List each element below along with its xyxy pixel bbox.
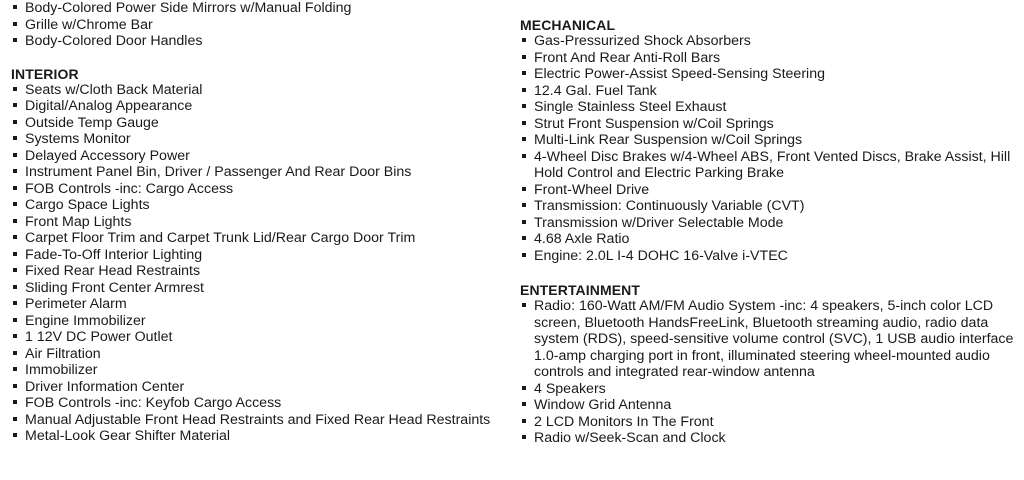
- list-item: [11, 17, 501, 34]
- list-item: [520, 99, 1020, 116]
- bullet-icon: [522, 236, 526, 240]
- bullet-icon: [13, 252, 17, 256]
- interior-heading: INTERIOR: [11, 65, 79, 82]
- list-item: [11, 280, 501, 297]
- list-item: [520, 430, 1020, 447]
- list-item: [520, 149, 1020, 182]
- list-item-text: Immobilizer: [25, 362, 98, 378]
- list-item-text: Cargo Space Lights: [25, 197, 150, 213]
- bullet-icon: [13, 87, 17, 91]
- bullet-icon: [522, 187, 526, 191]
- list-item: [11, 181, 501, 198]
- list-item: [11, 82, 501, 99]
- list-item-text: Strut Front Suspension w/Coil Springs: [534, 115, 774, 132]
- list-item: [11, 362, 501, 379]
- bullet-icon: [13, 5, 17, 9]
- list-item: [11, 428, 501, 445]
- list-item: [11, 296, 501, 313]
- list-item-text: Perimeter Alarm: [25, 296, 127, 312]
- bullet-icon: [13, 22, 17, 26]
- bullet-icon: [13, 169, 17, 173]
- list-item: [11, 115, 501, 132]
- list-item-text: Driver Information Center: [25, 378, 185, 395]
- list-item-text: Metal-Look Gear Shifter Material: [25, 428, 231, 444]
- list-item: [11, 98, 501, 115]
- list-item: [11, 395, 501, 412]
- bullet-icon: [13, 235, 17, 239]
- entertainment-heading: ENTERTAINMENT: [520, 282, 641, 298]
- list-item-text: Front Map Lights: [25, 213, 132, 230]
- list-item-text: Air Filtration: [25, 345, 101, 362]
- bullet-icon: [13, 417, 17, 421]
- list-item: [520, 298, 1020, 381]
- list-item-text: Delayed Accessory Power: [25, 147, 190, 164]
- bullet-icon: [13, 120, 17, 124]
- list-item-text: FOB Controls -inc: Cargo Access: [25, 180, 234, 197]
- list-item: [11, 329, 501, 346]
- bullet-icon: [522, 88, 526, 92]
- bullet-icon: [13, 219, 17, 223]
- list-item: [11, 412, 501, 429]
- list-item: [11, 0, 501, 17]
- list-item-text: 4 Speakers: [534, 380, 606, 397]
- bullet-icon: [522, 38, 526, 42]
- bullet-icon: [13, 384, 17, 388]
- list-item-text: Window Grid Antenna: [534, 397, 672, 413]
- bullet-icon: [522, 386, 526, 390]
- list-item: [520, 33, 1020, 50]
- bullet-icon: [13, 136, 17, 140]
- list-item-text: Transmission w/Driver Selectable Mode: [534, 214, 784, 231]
- list-item: [11, 313, 501, 330]
- list-item-text: Fade-To-Off Interior Lighting: [25, 246, 203, 263]
- mechanical-heading: MECHANICAL: [520, 17, 616, 33]
- bullet-icon: [522, 220, 526, 224]
- bullet-icon: [522, 303, 526, 307]
- list-item-text: Grille w/Chrome Bar: [25, 16, 153, 33]
- list-item-text: Sliding Front Center Armrest: [25, 279, 204, 296]
- list-item-text: Multi-Link Rear Suspension w/Coil Springs: [534, 132, 803, 148]
- list-item: [11, 197, 501, 214]
- bullet-icon: [13, 318, 17, 322]
- list-item: [520, 248, 1020, 265]
- entertainment-list: [520, 298, 1020, 447]
- list-item: [520, 50, 1020, 67]
- list-item-text: Engine Immobilizer: [25, 312, 146, 329]
- list-item: [520, 231, 1020, 248]
- bullet-icon: [13, 202, 17, 206]
- bullet-icon: [522, 71, 526, 75]
- list-item: [520, 116, 1020, 133]
- list-item: [11, 131, 501, 148]
- list-item-text: Gas-Pressurized Shock Absorbers: [534, 33, 751, 49]
- list-item-text: Body-Colored Door Handles: [25, 33, 203, 49]
- exterior-tail-list: [11, 0, 501, 50]
- bullet-icon: [13, 103, 17, 107]
- list-item: [520, 397, 1020, 414]
- bullet-icon: [13, 38, 17, 42]
- list-item-text: FOB Controls -inc: Keyfob Cargo Access: [25, 395, 282, 411]
- list-item: [11, 33, 501, 50]
- bullet-icon: [13, 367, 17, 371]
- bullet-icon: [522, 419, 526, 423]
- list-item-text: Systems Monitor: [25, 131, 131, 147]
- list-item-text: Instrument Panel Bin, Driver / Passenger And Rear Door Bins: [25, 164, 412, 180]
- list-item: [520, 182, 1020, 199]
- list-item: [11, 214, 501, 231]
- bullet-icon: [13, 334, 17, 338]
- list-item-text: Single Stainless Steel Exhaust: [534, 99, 727, 115]
- bullet-icon: [522, 154, 526, 158]
- list-item: [520, 198, 1020, 215]
- bullet-icon: [522, 435, 526, 439]
- bullet-icon: [13, 153, 17, 157]
- left-column: [11, 0, 501, 445]
- list-item: [520, 215, 1020, 232]
- list-item-text: Digital/Analog Appearance: [25, 98, 193, 114]
- list-item-text: 1 12V DC Power Outlet: [25, 329, 173, 345]
- bullet-icon: [522, 121, 526, 125]
- list-item-text: 4-Wheel Disc Brakes w/4-Wheel ABS, Front Vented Discs, Brake Assist, Hill Hold Control and Electric Parking Brake: [534, 148, 1011, 181]
- list-item-text: 12.4 Gal. Fuel Tank: [534, 82, 657, 99]
- list-item-text: Body-Colored Power Side Mirrors w/Manual Folding: [25, 0, 352, 16]
- list-item-text: 2 LCD Monitors In The Front: [534, 413, 714, 430]
- list-item: [11, 379, 501, 396]
- list-item-text: 4.68 Axle Ratio: [534, 231, 630, 247]
- bullet-icon: [522, 402, 526, 406]
- list-item-text: Front And Rear Anti-Roll Bars: [534, 49, 721, 66]
- list-item-text: Radio w/Seek-Scan and Clock: [534, 430, 726, 446]
- bullet-icon: [13, 400, 17, 404]
- bullet-icon: [13, 433, 17, 437]
- list-item-text: Seats w/Cloth Back Material: [25, 81, 203, 98]
- bullet-icon: [522, 253, 526, 257]
- list-item: [11, 247, 501, 264]
- bullet-icon: [13, 268, 17, 272]
- list-item: [520, 381, 1020, 398]
- bullet-icon: [522, 137, 526, 141]
- list-item: [11, 346, 501, 363]
- bullet-icon: [13, 186, 17, 190]
- list-item-text: Electric Power-Assist Speed-Sensing Steering: [534, 66, 825, 82]
- list-item-text: Outside Temp Gauge: [25, 114, 159, 131]
- list-item-text: Manual Adjustable Front Head Restraints and Fixed Rear Head Restraints: [25, 411, 491, 428]
- list-item-text: Radio: 160-Watt AM/FM Audio System -inc: 4 speakers, 5-inch color LCD screen, Bluetooth HandsFreeLink, Bluetooth streaming audio, radio data system (RDS), speed-sensitive volume control (SVC), 1 USB audio interface 1.0-amp charging port in front, illuminated steering wheel-mounted audio controls and integrated rear-window antenna: [534, 298, 1014, 380]
- bullet-icon: [13, 301, 17, 305]
- list-item: [520, 414, 1020, 431]
- mechanical-list: [520, 33, 1020, 264]
- right-column: [520, 0, 1020, 447]
- bullet-icon: [522, 55, 526, 59]
- list-item: [11, 164, 501, 181]
- list-item-text: Transmission: Continuously Variable (CVT): [534, 198, 805, 214]
- list-item-text: Engine: 2.0L I-4 DOHC 16-Valve i-VTEC: [534, 247, 788, 264]
- bullet-icon: [13, 285, 17, 289]
- list-item: [520, 83, 1020, 100]
- list-item: [520, 66, 1020, 83]
- bullet-icon: [13, 351, 17, 355]
- bullet-icon: [522, 203, 526, 207]
- list-item-text: Fixed Rear Head Restraints: [25, 263, 201, 279]
- list-item-text: Carpet Floor Trim and Carpet Trunk Lid/Rear Cargo Door Trim: [25, 230, 416, 246]
- list-item: [11, 148, 501, 165]
- bullet-icon: [522, 104, 526, 108]
- list-item: [11, 263, 501, 280]
- list-item-text: Front-Wheel Drive: [534, 181, 650, 198]
- list-item: [520, 132, 1020, 149]
- list-item: [11, 230, 501, 247]
- interior-list: [11, 82, 501, 445]
